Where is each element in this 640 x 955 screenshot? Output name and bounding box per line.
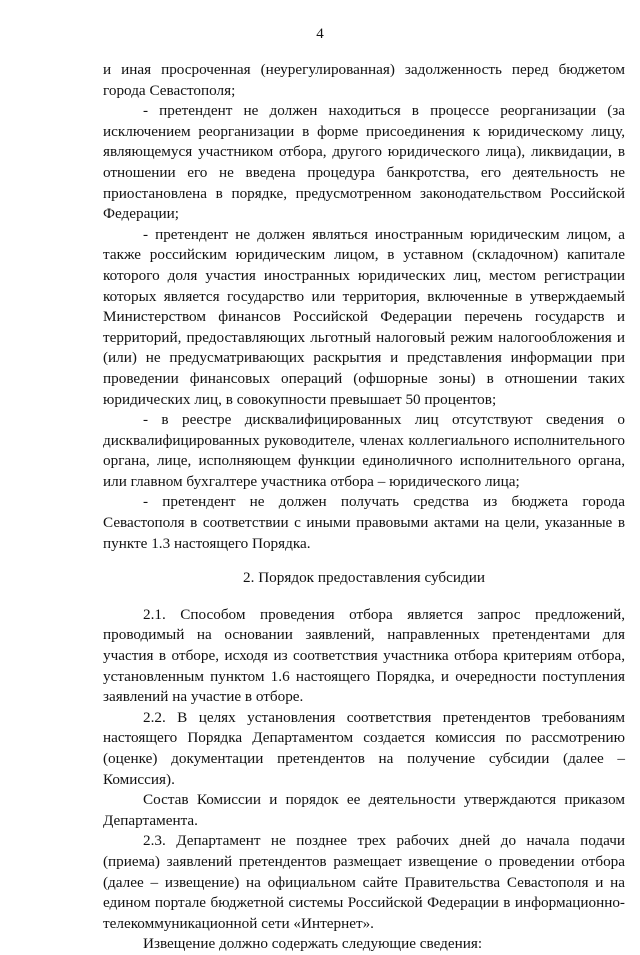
body-text — [103, 60, 625, 955]
requirement-item: - в реестре дисквалифицированных лиц отсутствуют сведения о дисквалифицированных руководителе, членах коллегиального исполнительного органа, лице, исполняющем функции единоличного исполнительного органа, или главном бухгалтере участника отбора – юридического лица; — [103, 411, 625, 490]
section-heading: 2. Порядок предоставления субсидии — [243, 569, 485, 587]
requirement-item: - претендент не должен находиться в процессе реорганизации (за исключением реорганизации в форме присоединения к юридическому лицу, являющемуся участником отбора, другого юридического лица), ликвидации, в отношении его не введена процедура банкротства, его деятельность не приостановлена в порядке, предусмотренном законодательством Российской Федерации; — [103, 102, 625, 223]
requirement-item: - претендент не должен являться иностранным юридическим лицом, а также российским юридическим лицом, в уставном (складочном) капитале которого доля участия иностранных юридических лиц, местом регистрации которых является государство или территория, включенные в утверждаемый Министерством финансов Российской Федерации перечень государств и территорий, предоставляющих льготный налоговый режим налогообложения и (или) не предусматривающих раскрытия и представления информации при проведении финансовых операций (офшорные зоны) в отношении таких юридических лиц, в совокупности превышает 50 процентов; — [103, 225, 625, 408]
clause-paragraph: 2.2. В целях установления соответствия претендентов требованиям настоящего Порядка Департаментом создается комиссия по рассмотрению (оценке) документации претендентов на получение субсидии (далее – Комиссия). — [103, 708, 625, 788]
requirement-item: - претендент не должен получать средства из бюджета города Севастополя в соответствии с иными правовыми актами на цели, указанные в пункте 1.3 настоящего Порядка. — [103, 493, 625, 552]
page-number: 4 — [316, 26, 324, 42]
clause-paragraph: Состав Комиссии и порядок ее деятельности утверждаются приказом Департамента. — [103, 791, 625, 829]
paragraph: и иная просроченная (неурегулированная) задолженность перед бюджетом города Севастополя; — [103, 61, 625, 99]
clause-paragraph: 2.1. Способом проведения отбора является запрос предложений, проводимый на основании заявлений, направленных претендентами для участия в отборе, исходя из соответствия участника отбора критериям отбора, установленным пунктом 1.6 настоящего Порядка, и очередности поступления заявлений на участие в отборе. — [103, 605, 625, 706]
clause-paragraph: Извещение должно содержать следующие сведения: — [143, 935, 483, 953]
clause-paragraph: 2.3. Департамент не позднее трех рабочих дней до начала подачи (приема) заявлений претендентов размещает извещение о проведении отбора (далее – извещение) на официальном сайте Правительства Севастополя и на едином портале бюджетной системы Российской Федерации в информационно-телекоммуникационной сети «Интернет». — [103, 832, 625, 932]
